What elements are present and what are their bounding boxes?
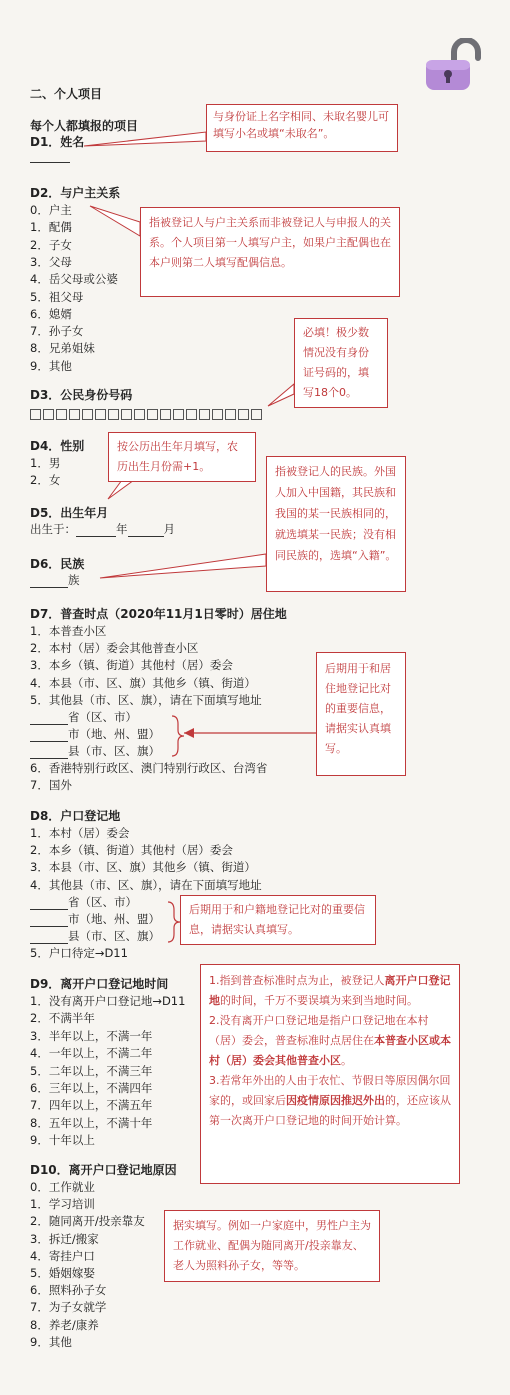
note-d6: 指被登记人的民族。外国人加入中国籍，其民族和我国的某一民族相同的，就选填某一民族；没有相同民族的，选填“入籍”。: [266, 456, 406, 592]
d2-label: D2．与户主关系: [30, 186, 121, 200]
d8-address-unit-2: 县（市、区、旗）: [68, 929, 160, 944]
d10-label: D10．离开户口登记地原因: [30, 1163, 177, 1177]
d10-option-7[interactable]: 7．为子女就学: [30, 1300, 107, 1315]
d2-option-6[interactable]: 6．媳婿: [30, 306, 72, 321]
d7-option-0[interactable]: 1．本普查小区: [30, 624, 107, 638]
note-d9-p2a: 2.没有离开户口登记地是指户口登记地在本村（居）委会，普查标准时点居住在: [209, 1014, 429, 1047]
d2-option-1[interactable]: 1．配偶: [30, 220, 72, 235]
note-d8: 后期用于和户籍地登记比对的重要信息，请据实认真填写。: [180, 895, 376, 945]
note-d9-p2b: 本普查小区或本村（居）委会其他普查小区: [209, 1034, 451, 1067]
note-d9-p1b: 离开户口登记地: [209, 974, 451, 1007]
d7-label: D7．普查时点（2020年11月1日零时）居住地: [30, 607, 287, 621]
note-d9-p3a: 3.若常年外出的人由于农忙、节假日等原因偶尔回家的，或回家后: [209, 1074, 451, 1107]
d10-option-6[interactable]: 6．照料孙子女: [30, 1283, 107, 1298]
d5-month-unit: 月: [163, 522, 175, 536]
d8-label: D8．户口登记地: [30, 809, 121, 823]
d7-address-unit-2: 县（市、区、旗）: [68, 744, 160, 759]
d2-option-5[interactable]: 5．祖父母: [30, 289, 84, 304]
d4-option-male[interactable]: 1．男: [30, 456, 61, 470]
d7-address-unit-0: 省（区、市）: [68, 710, 137, 724]
d3-label: D3．公民身份号码: [30, 388, 133, 402]
d2-option-7[interactable]: 7．孙子女: [30, 324, 84, 339]
note-d9-p1c: 的时间，千万不要误填为来到当地时间。: [220, 994, 418, 1007]
d5-year-unit: 年: [116, 522, 128, 536]
d10-option-1[interactable]: 1．学习培训: [30, 1197, 95, 1212]
d9-option-4[interactable]: 5．二年以上，不满三年: [30, 1063, 153, 1078]
subtitle: 每个人都填报的项目: [30, 119, 139, 133]
d1-label: D1．姓名: [30, 135, 85, 149]
d2-option-0[interactable]: 0．户主: [30, 203, 72, 217]
d6-label: D6．民族: [30, 557, 85, 571]
d8-option-b-0[interactable]: 5．户口待定→D11: [30, 946, 128, 960]
note-d10: 据实填写。例如一户家庭中，男性户主为工作就业、配偶为随同离开/投亲靠友、老人为照料孙子女，等等。: [164, 1210, 380, 1282]
note-d1: 与身份证上名字相同、未取名婴儿可填写小名或填“未取名”。: [206, 104, 398, 152]
d8-option-2[interactable]: 3．本县（市、区、旗）其他乡（镇、街道）: [30, 860, 256, 875]
section-title: 二、个人项目: [30, 87, 103, 101]
d2-option-4[interactable]: 4．岳父母或公婆: [30, 272, 118, 287]
note-d4: 按公历出生年月填写，农历出生月份需+1。: [108, 432, 256, 482]
d10-option-2[interactable]: 2．随同离开/投亲靠友: [30, 1214, 145, 1229]
d2-option-8[interactable]: 8．兄弟姐妹: [30, 341, 95, 356]
d9-option-7[interactable]: 8．五年以上，不满十年: [30, 1115, 153, 1130]
d8-option-1[interactable]: 2．本乡（镇、街道）其他村（居）委会: [30, 843, 233, 858]
d7-option-3[interactable]: 4．本县（市、区、旗）其他乡（镇、街道）: [30, 675, 256, 690]
d9-option-3[interactable]: 4．一年以上，不满二年: [30, 1046, 153, 1061]
d7-option-2[interactable]: 3．本乡（镇、街道）其他村（居）委会: [30, 658, 233, 673]
note-d9-p3b: 因疫情原因推迟外出: [286, 1094, 385, 1107]
note-d3: 必填！极少数情况没有身份证号码的，填写18个0。: [294, 318, 388, 408]
d7-option-b-1[interactable]: 7．国外: [30, 778, 72, 793]
note-d2: 指被登记人与户主关系而非被登记人与申报人的关系。个人项目第一人填写户主，如果户主配偶也在本户则第二人填写配偶信息。: [140, 207, 400, 297]
note-d9-p1a: 1.指到普查标准时点为止，被登记人: [209, 974, 385, 987]
d9-option-2[interactable]: 3．半年以上，不满一年: [30, 1028, 153, 1043]
d2-option-9[interactable]: 9．其他: [30, 358, 72, 373]
d5-label: D5．出生年月: [30, 506, 109, 520]
d9-option-8[interactable]: 9．十年以上: [30, 1133, 95, 1148]
d7-option-b-0[interactable]: 6．香港特别行政区、澳门特别行政区、台湾省: [30, 761, 268, 775]
d5-prefix: 出生于：: [30, 522, 76, 536]
d9-option-5[interactable]: 6．三年以上，不满四年: [30, 1081, 153, 1095]
d2-option-3[interactable]: 3．父母: [30, 254, 72, 269]
d4-option-female[interactable]: 2．女: [30, 473, 61, 487]
note-d9-p3c: 的，还应该从第一次离开户口登记地的时间开始计算。: [209, 1094, 451, 1127]
d7-option-4[interactable]: 5．其他县（市、区、旗），请在下面填写地址: [30, 692, 262, 707]
d9-option-1[interactable]: 2．不满半年: [30, 1011, 95, 1026]
d2-option-2[interactable]: 2．子女: [30, 237, 72, 252]
d10-option-4[interactable]: 4．寄挂户口: [30, 1248, 95, 1263]
d8-address-unit-0: 省（区、市）: [68, 895, 137, 909]
d8-option-3[interactable]: 4．其他县（市、区、旗），请在下面填写地址: [30, 877, 262, 892]
note-d9: [200, 964, 460, 1184]
d10-option-9[interactable]: 9．其他: [30, 1334, 72, 1349]
d9-option-0[interactable]: 1．没有离开户口登记地→D11: [30, 994, 186, 1008]
d8-option-0[interactable]: 1．本村（居）委会: [30, 826, 130, 840]
d6-suffix: 族: [68, 573, 80, 587]
note-d9-p2c: 。: [341, 1054, 352, 1067]
d10-option-5[interactable]: 5．婚姻嫁娶: [30, 1266, 95, 1280]
d9-option-6[interactable]: 7．四年以上，不满五年: [30, 1098, 153, 1113]
d8-address-unit-1: 市（地、州、盟）: [68, 912, 160, 927]
d7-address-unit-1: 市（地、州、盟）: [68, 727, 160, 742]
d10-option-3[interactable]: 3．拆迁/搬家: [30, 1231, 99, 1246]
d10-option-8[interactable]: 8．养老/康养: [30, 1317, 99, 1332]
d10-option-0[interactable]: 0．工作就业: [30, 1180, 95, 1194]
note-d7: 后期用于和居住地登记比对的重要信息，请据实认真填写。: [316, 652, 406, 776]
d9-label: D9．离开户口登记地时间: [30, 977, 169, 991]
d4-label: D4．性别: [30, 439, 85, 453]
d7-option-1[interactable]: 2．本村（居）委会其他普查小区: [30, 641, 199, 656]
